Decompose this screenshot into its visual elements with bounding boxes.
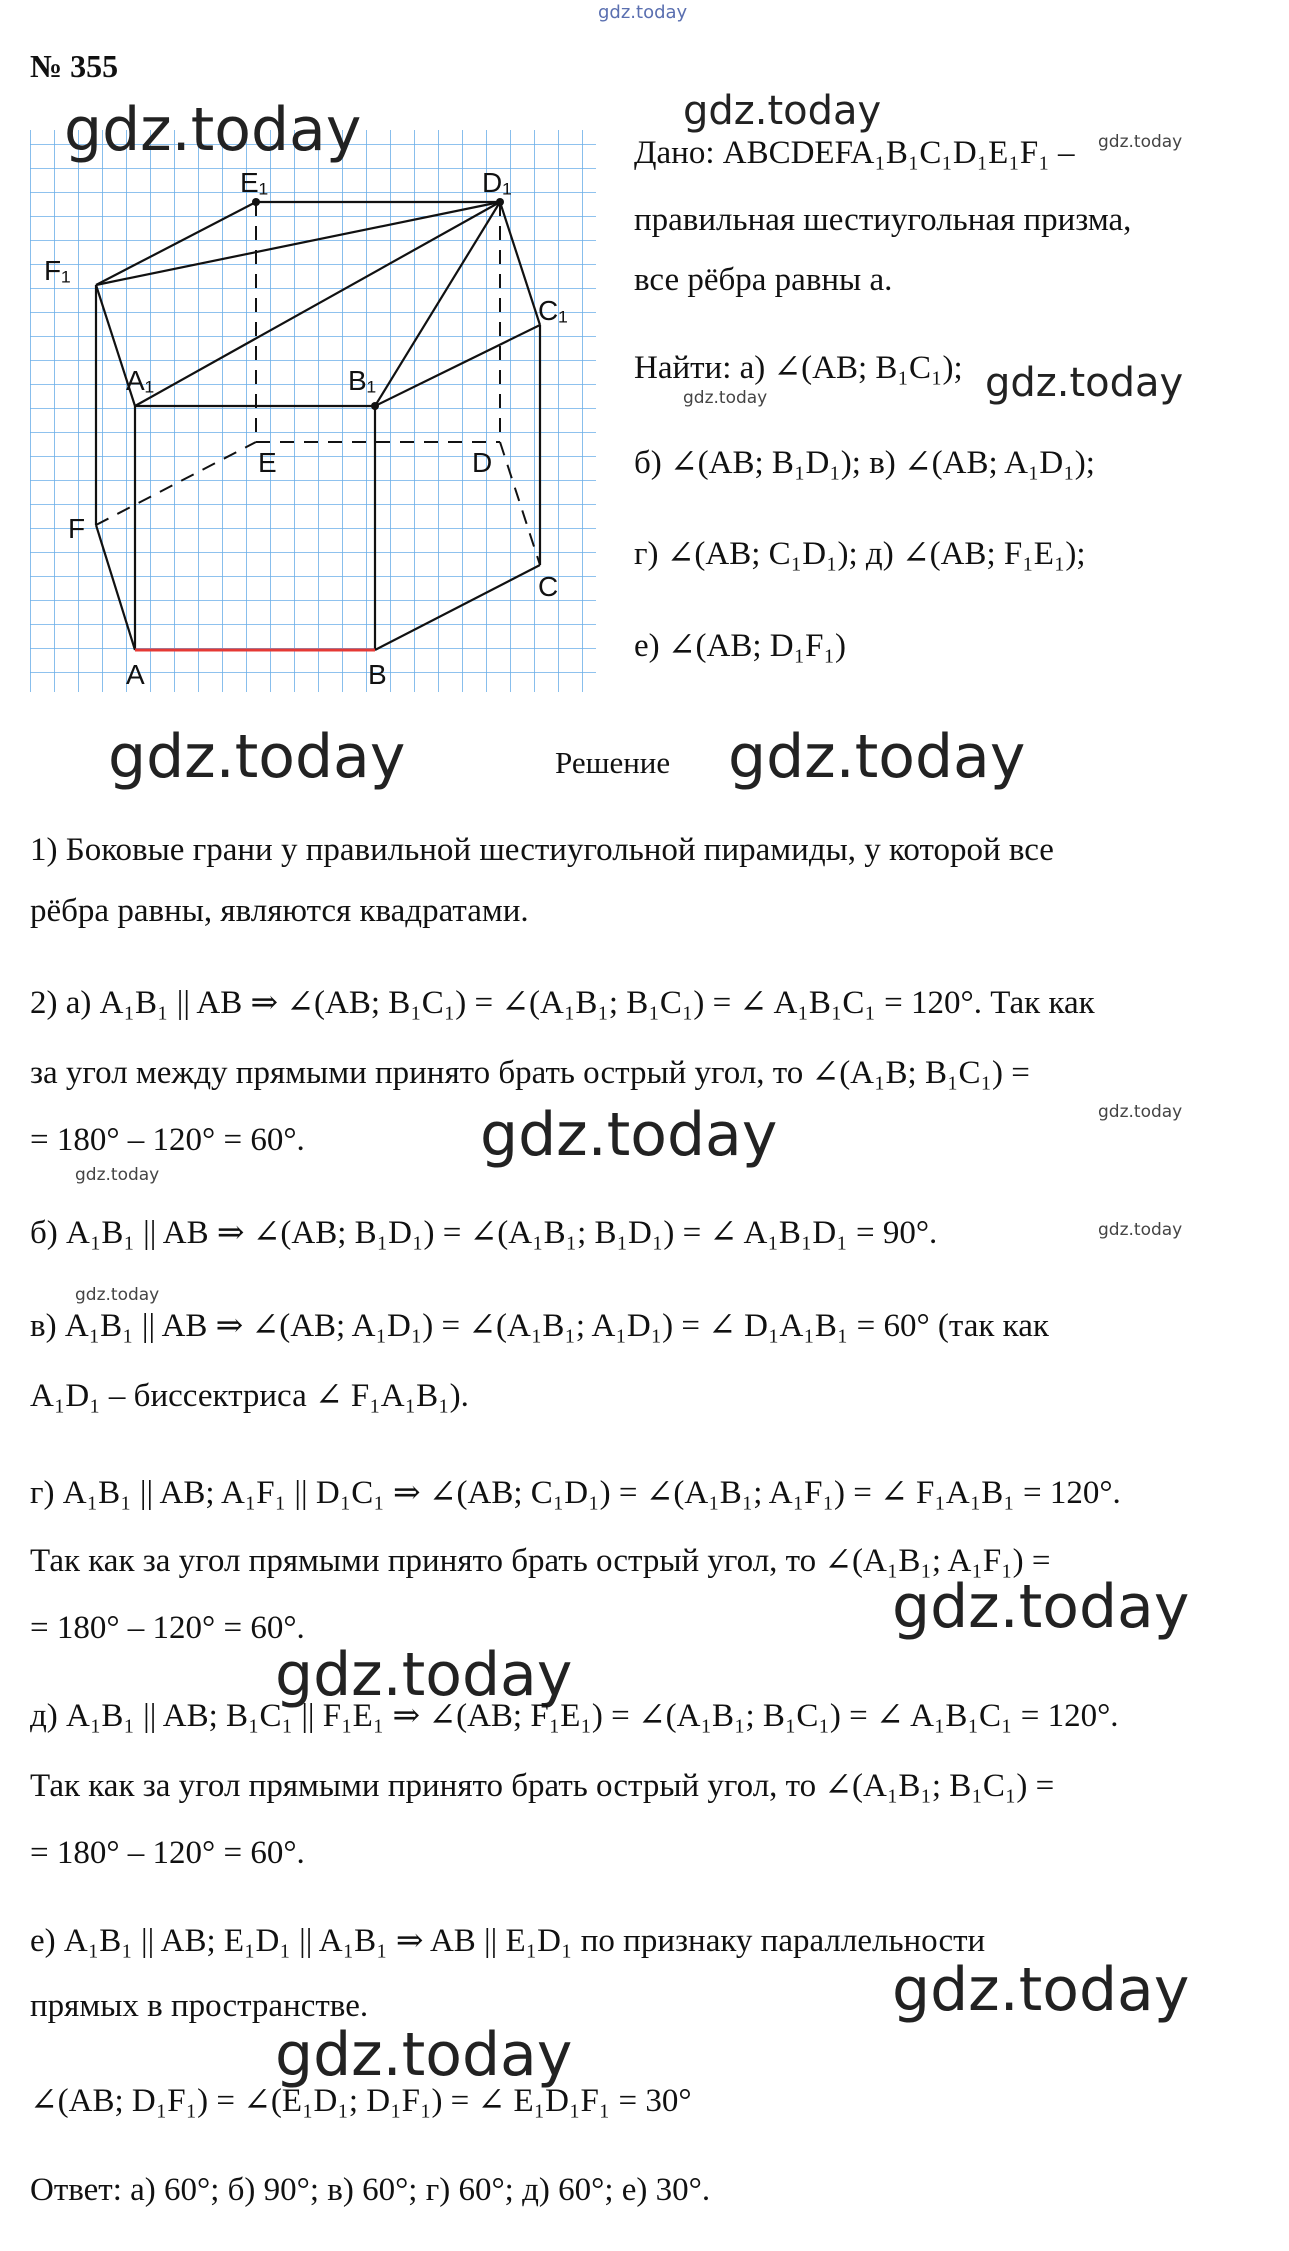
watermark-top: gdz.today	[598, 2, 688, 23]
label-f1: F₁	[44, 255, 71, 286]
solution-step1-line2: рёбра равны, являются квадратами.	[30, 893, 529, 929]
label-e1: E₁	[240, 167, 269, 198]
find-line-1: Найти: а) ∠(AB; B₁C₁);	[634, 350, 963, 386]
watermark-find: gdz.today	[985, 360, 1184, 406]
watermark-given-small: gdz.today	[1098, 132, 1183, 152]
solution-stepd-line1: д) A₁B₁ || AB; B₁C₁ || F₁E₁ ⇒ ∠(AB; F₁E₁) = ∠(A₁B₁; B₁C₁) = ∠ A₁B₁C₁ = 120°.	[30, 1698, 1119, 1734]
solution-step2a-line3: = 180° – 120° = 60°.	[30, 1122, 305, 1158]
solution-stepb-line1: б) A₁B₁ || AB ⇒ ∠(AB; B₁D₁) = ∠(A₁B₁; B₁D₁) = ∠ A₁B₁D₁ = 90°.	[30, 1215, 938, 1251]
solution-stepd-line2: Так как за угол прямыми принято брать острый угол, то ∠(A₁B₁; B₁C₁) =	[30, 1768, 1055, 1804]
label-d1: D₁	[482, 167, 512, 198]
find-line-4: е) ∠(AB; D₁F₁)	[634, 628, 846, 664]
solution-stepe-line2: прямых в пространстве.	[30, 1988, 369, 2024]
watermark-step2-small-left: gdz.today	[75, 1165, 160, 1185]
solution-stepe-line3: ∠(AB; D₁F₁) = ∠(E₁D₁; D₁F₁) = ∠ E₁D₁F₁ = 30°	[30, 2083, 692, 2119]
label-a: A	[126, 659, 145, 690]
solution-step2a-line1: 2) а) A₁B₁ || AB ⇒ ∠(AB; B₁C₁) = ∠(A₁B₁; B₁C₁) = ∠ A₁B₁C₁ = 120°. Так как	[30, 985, 1095, 1021]
watermark-stepd: gdz.today	[275, 1640, 573, 1710]
task-number: № 355	[30, 48, 119, 84]
watermark-step2-small-right: gdz.today	[1098, 1102, 1183, 1122]
watermark-stepe-left: gdz.today	[275, 2020, 573, 2090]
label-a1: A₁	[126, 365, 155, 396]
watermark-stepe-right: gdz.today	[892, 1955, 1190, 2025]
solution-stepv-line1: в) A₁B₁ || AB ⇒ ∠(AB; A₁D₁) = ∠(A₁B₁; A₁D₁) = ∠ D₁A₁B₁ = 60° (так как	[30, 1308, 1049, 1344]
watermark-given: gdz.today	[683, 88, 882, 134]
label-b1: B₁	[348, 365, 377, 396]
point-e1	[252, 198, 260, 206]
label-c: C	[538, 571, 559, 602]
solution-stepd-line3: = 180° – 120° = 60°.	[30, 1835, 305, 1871]
watermark-below-diagram: gdz.today	[108, 722, 406, 792]
find-line-3: г) ∠(AB; C₁D₁); д) ∠(AB; F₁E₁);	[634, 536, 1086, 572]
given-line-1: Дано: ABCDEFA₁B₁C₁D₁E₁F₁ –	[634, 135, 1075, 171]
label-f: F	[68, 513, 86, 544]
given-line-2: правильная шестиугольная призма,	[634, 202, 1132, 238]
solution-step1-line1: 1) Боковые грани у правильной шестиугольной пирамиды, у которой все	[30, 832, 1054, 868]
watermark-step2: gdz.today	[480, 1100, 778, 1170]
solution-stepg-line3: = 180° – 120° = 60°.	[30, 1610, 305, 1646]
answer-line: Ответ: а) 60°; б) 90°; в) 60°; г) 60°; д) 60°; е) 30°.	[30, 2172, 711, 2208]
find-line-2: б) ∠(AB; B₁D₁); в) ∠(AB; A₁D₁);	[634, 445, 1095, 481]
solution-step2a-line2: за угол между прямыми принято брать острый угол, то ∠(A₁B; B₁C₁) =	[30, 1055, 1030, 1091]
point-d1	[496, 198, 504, 206]
grid-background	[30, 130, 596, 692]
watermark-stepb-small: gdz.today	[1098, 1220, 1183, 1240]
prism-diagram	[30, 120, 600, 700]
solution-heading: Решение	[555, 745, 671, 780]
label-c1: C₁	[538, 295, 568, 326]
label-b: B	[368, 659, 387, 690]
watermark-find-small: gdz.today	[683, 388, 768, 408]
watermark-stepv-small: gdz.today	[75, 1285, 160, 1305]
solution-stepe-line1: е) A₁B₁ || AB; E₁D₁ || A₁B₁ ⇒ AB || E₁D₁ по признаку параллельности	[30, 1923, 986, 1959]
point-b1	[371, 402, 379, 410]
watermark-stepg: gdz.today	[892, 1572, 1190, 1642]
solution-stepg-line2: Так как за угол прямыми принято брать острый угол, то ∠(A₁B₁; A₁F₁) =	[30, 1543, 1051, 1579]
solution-stepg-line1: г) A₁B₁ || AB; A₁F₁ || D₁C₁ ⇒ ∠(AB; C₁D₁) = ∠(A₁B₁; A₁F₁) = ∠ F₁A₁B₁ = 120°.	[30, 1475, 1121, 1511]
label-e: E	[258, 447, 277, 478]
solution-stepv-line2: A₁D₁ – биссектриса ∠ F₁A₁B₁).	[30, 1378, 469, 1414]
given-line-3: все рёбра равны a.	[634, 262, 893, 298]
watermark-solution: gdz.today	[728, 722, 1026, 792]
watermark-diagram: gdz.today	[64, 95, 362, 165]
label-d: D	[472, 447, 493, 478]
